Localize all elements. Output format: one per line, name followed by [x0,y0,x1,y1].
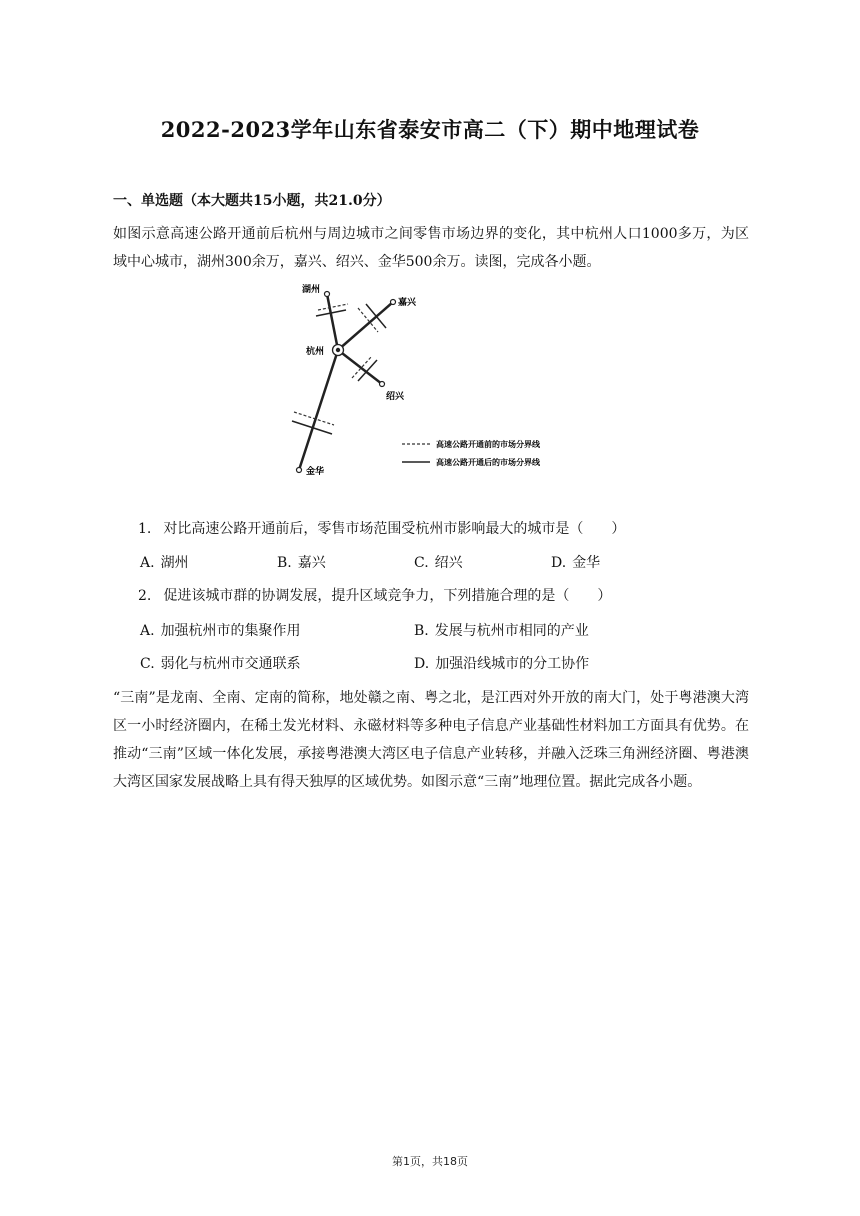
huzhou-marker [325,292,330,297]
label-jiaxing: 嘉兴 [398,298,417,308]
page-title: 2022-2023学年山东省泰安市高二（下）期中地理试卷 [160,117,700,142]
highway-market-boundary-map [290,282,590,482]
option-2c[interactable]: C. 弱化与杭州市交通联系 [140,656,301,672]
passage-1: 如图示意高速公路开通前后杭州与周边城市之间零售市场边界的变化，其中杭州人口1000多万，为区域中心城市，湖州300余万，嘉兴、绍兴、金华500余万。读图，完成各小题。 [113,226,749,270]
page-footer: 第1页，共18页 [392,1155,468,1168]
question-2 [138,585,611,607]
label-shaoxing: 绍兴 [386,392,405,402]
question-text: 对比高速公路开通前后，零售市场范围受杭州市影响最大的城市是（ ） [163,521,626,537]
label-huzhou: 湖州 [302,285,321,295]
section-heading: 一、单选题（本大题共15小题，共21.0分） [113,193,391,209]
boundary-before-huzhou [318,304,348,310]
option-2a[interactable]: A. 加强杭州市的集聚作用 [140,623,301,639]
jinhua-marker [297,468,302,473]
question-number: 2. [138,588,152,604]
passage-2: “三南”是龙南、全南、定南的简称，地处赣之南、粤之北，是江西对外开放的南大门，处于粤港澳大湾区一小时经济圈内，在稀土发光材料、永磁材料等多种电子信息产业基础性材料加工方面具有优势。在推动“三南”区域一体化发展，承接粤港澳大湾区电子信息产业转移，并融入泛珠三角洲经济圈、粤港澳大湾区国家发展战略上具有得天独厚的区域优势。如图示意“三南”地理位置。据此完成各小题。 [113,690,749,790]
shaoxing-marker [380,382,385,387]
question-text: 促进该城市群的协调发展，提升区域竞争力，下列措施合理的是（ ） [163,588,612,604]
option-1a[interactable]: A. 湖州 [140,555,189,571]
option-1b[interactable]: B. 嘉兴 [277,555,326,571]
option-2b[interactable]: B. 发展与杭州市相同的产业 [414,623,589,639]
label-jinhua: 金华 [306,467,325,477]
jiaxing-marker [391,300,396,305]
option-2d[interactable]: D. 加强沿线城市的分工协作 [414,656,590,672]
option-1c[interactable]: C. 绍兴 [414,555,463,571]
question-1 [138,518,625,540]
question-number: 1. [138,521,152,537]
option-1d[interactable]: D. 金华 [551,555,601,571]
label-hangzhou: 杭州 [306,347,325,357]
hangzhou-marker-inner [336,348,340,352]
legend-after-label: 高速公路开通后的市场分界线 [436,458,540,467]
road-jinhua [299,350,338,470]
road-huzhou [327,294,338,350]
legend-before-label: 高速公路开通前的市场分界线 [436,440,540,449]
